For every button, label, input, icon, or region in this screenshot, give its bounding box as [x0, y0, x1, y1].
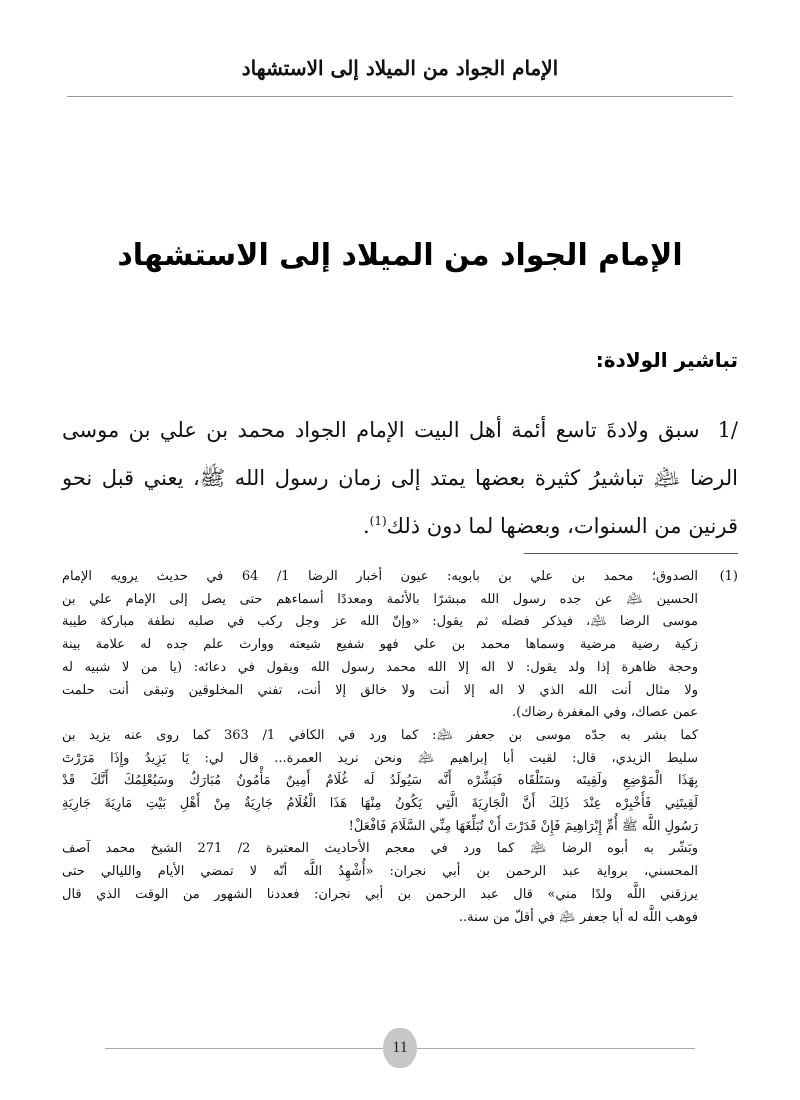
footnote-line: سليط الزيدي، قال: لقيت أبا إبراهيم ﵇ ونحن نريد العمرة... قال لي: يَا يَزِيدُ وإِذَا مَرَرْتَ: [62, 750, 698, 766]
footnote-line: رَسُولِ اللَّه ﷺ أُمِّ إِبْرَاهِيمَ فَإِنْ قَدَرْتَ أَنْ تُبَلِّغَهَا مِنِّي السَّلَامَ فَافْعَلْ!: [348, 818, 698, 834]
paragraph-number: 1/: [717, 418, 738, 442]
body-paragraph: [62, 406, 738, 550]
header-rule: [67, 96, 733, 97]
footer-rule-right: [413, 1048, 695, 1049]
footnote-number: (1): [719, 569, 738, 584]
section-heading: تباشير الولادة:: [595, 348, 738, 372]
footnote-line: يرزقني اللَّه ولدًا مني» قال عبد الرحمن بن أبي نجران: فعددنا الشهور من الوقت الذي قال: [62, 886, 698, 902]
footnote-line: بِهَذَا الْمَوْضِعِ ولَقِيتَه وسَتَلْقَاه فَبَشِّرْه أَنَّه سَيُولَدُ لَه غُلَامٌ أَمِينٌ مَأْمُونٌ مُبَارَكٌ وسَيُعْلِمُكَ أَنَّكَ قَدْ: [62, 773, 698, 789]
footnote-line: كما بشر به جدّه موسى بن جعفر ﵇: كما ورد في الكافي 1/ 363 كما روى عنه يزيد بن: [62, 727, 699, 743]
paragraph-text: سبق ولادةَ تاسع أئمة أهل البيت الإمام الجواد محمد بن علي بن موسى الرضا ﵇ تباشيرُ كثيرة بعضها يمتد إلى زمان رسول الله ﷺ، يعني قبل نحو قرنين من السنوات، وبعضها لما دون ذلك: [62, 418, 738, 538]
footnote-line: وحجة ظاهرة إذا ولد يقول: لا اله إلا الله محمد رسول الله ويقول في دعائه: (يا من لا شبيه له: [62, 659, 698, 675]
footnote-1: [62, 566, 738, 725]
footnote-line: ولا مثال أنت الله الذي لا اله إلا أنت ولا خالق إلا أنت، تفني المخلوقين وتبقى أنت حلمت: [62, 682, 698, 698]
page-number: 11: [383, 1028, 417, 1068]
footnote-line: المحسني، برواية عبد الرحمن بن أبي نجران: «أُشْهِدُ اللَّه أنّه لا تمضي الأيام والليالي حتى: [62, 864, 698, 880]
footnote-line: وبَشّر به أبوه الرضا ﵇ كما ورد في معجم الأحاديث المعتبرة 2/ 271 الشيخ محمد آصف: [62, 841, 698, 857]
paragraph-end: .: [362, 514, 370, 538]
chapter-title: الإمام الجواد من الميلاد إلى الاستشهاد: [117, 238, 683, 273]
footnote-separator: [524, 553, 738, 554]
footnote-continuation-mojam: [62, 838, 738, 929]
footnote-line: الصدوق؛ محمد بن علي بن بابويه: عيون أخبار الرضا 1/ 64 في حديث يرويه الإمام: [62, 569, 698, 584]
footnote-continuation-kafi: [62, 725, 738, 839]
footnote-reference[interactable]: (1): [369, 514, 387, 528]
footnote-line: فوهب اللَّه له أبا جعفر ﵇ في أقلّ من سنة..: [458, 909, 698, 925]
footnote-line: عمن عصاك، وفي المغفرة رضاك).: [511, 705, 698, 721]
running-head: الإمام الجواد من الميلاد إلى الاستشهاد: [241, 56, 559, 80]
footnotes: [62, 566, 738, 929]
footnote-line: الحسين ﵇ عن جده رسول الله مبشرًا بالأئمة ومعددًا أسماءهم حتى يصل إلى الإمام علي بن: [62, 591, 698, 607]
footnote-line: لَقِيتَنِي فَأَخْبِرْه عِنْدَ ذَلِكَ أَنَّ الْجَارِيَةَ الَّتِي يَكُونُ مِنْهَا هَذَا الْغُلَامُ جَارِيَةٌ مِنْ أَهْلِ بَيْتِ مَارِيَةَ جَارِيَةِ: [62, 796, 698, 812]
footnote-line: زكية رضية مرضية وسماها محمد بن علي فهو شفيع شيعته ووارث علم جده له علامة بينة: [62, 637, 698, 653]
footnote-line: موسى الرضا ﵇، فيذكر فضله ثم يقول: «وإنّ الله عز وجل ركب في صلبه نطفة مباركة طيبة: [62, 614, 698, 630]
footer-rule-left: [105, 1048, 387, 1049]
